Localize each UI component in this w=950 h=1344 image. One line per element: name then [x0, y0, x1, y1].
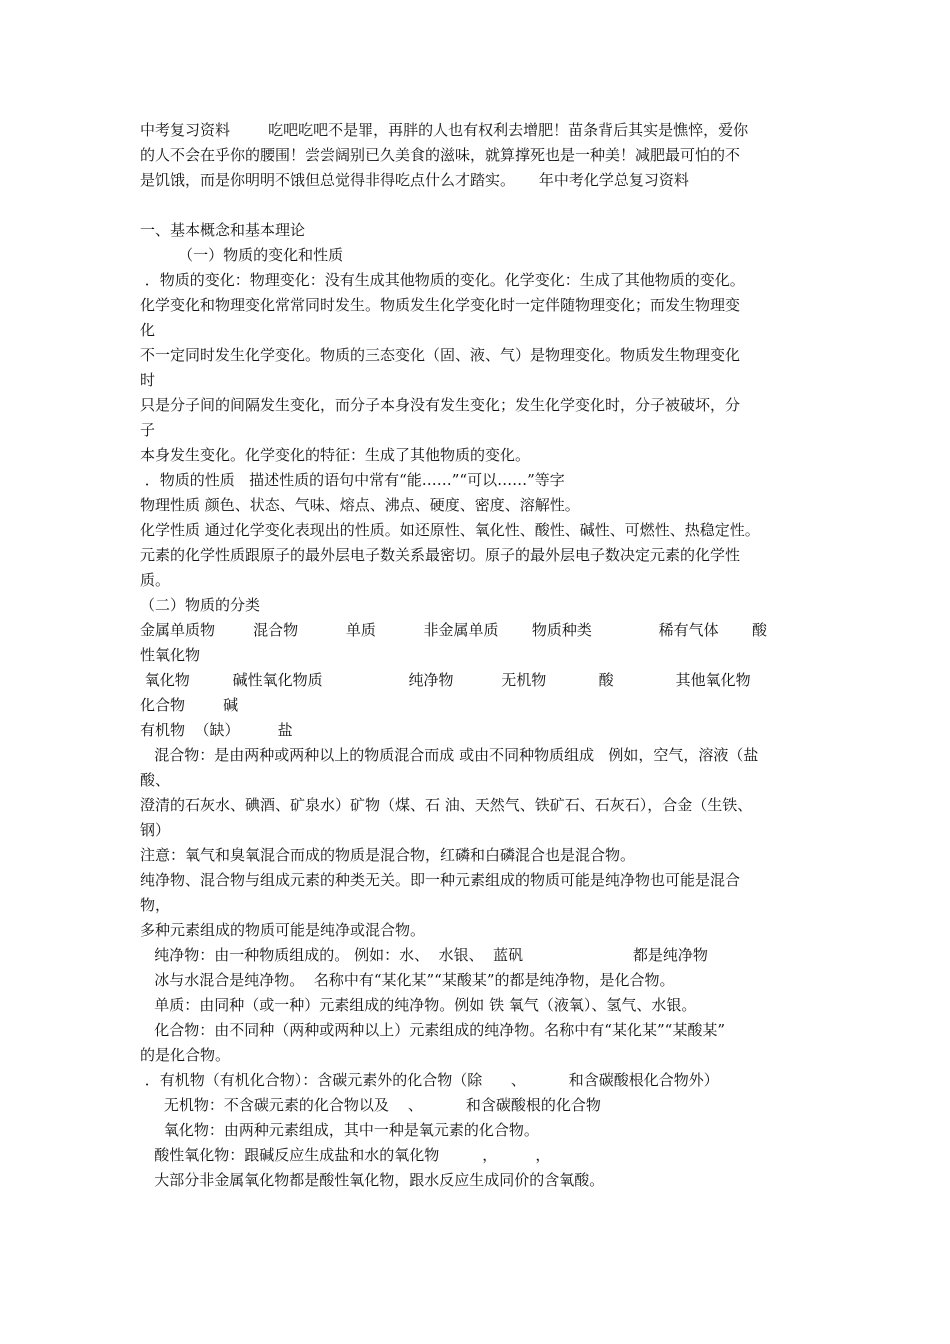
- classification-line: 性氧化物: [140, 646, 201, 664]
- text-line: 澄清的石灰水、碘酒、矿泉水）矿物（煤、石 油、天然气、铁矿石、石灰石），合金（生铁、: [140, 796, 753, 814]
- text-line: 化学性质 通过化学变化表现出的性质。如还原性、氧化性、酸性、碱性、可燃性、热稳定性。: [140, 521, 760, 539]
- text-line: 化合物：由不同种（两种或两种以上）元素组成的纯净物。名称中有“某化某”“某酸某”: [140, 1021, 725, 1039]
- text-line: 化: [140, 321, 156, 339]
- text-line: 元素的化学性质跟原子的最外层电子数关系最密切。原子的最外层电子数决定元素的化学性: [140, 546, 741, 564]
- text-line: 钢）: [140, 821, 171, 839]
- text-line: 大部分非金属氧化物都是酸性氧化物，跟水反应生成同价的含氧酸。: [140, 1171, 605, 1189]
- text-line: 混合物：是由两种或两种以上的物质混合而成 或由不同种物质组成 例如，空气，溶液（盐: [140, 746, 759, 764]
- text-line: 酸、: [140, 771, 171, 789]
- section-heading: 一、基本概念和基本理论: [140, 221, 306, 239]
- text-line: ．物质的变化：物理变化：没有生成其他物质的变化。化学变化：生成了其他物质的变化。: [140, 271, 745, 289]
- text-line: 子: [140, 421, 156, 439]
- subsection-heading: （二）物质的分类: [140, 596, 261, 614]
- classification-line: 化合物 碱: [140, 696, 239, 714]
- text-line: 冰与水混合是纯净物。 名称中有“某化某”“某酸某”的都是纯净物，是化合物。: [140, 971, 675, 989]
- text-line: 本身发生变化。化学变化的特征：生成了其他物质的变化。: [140, 446, 531, 464]
- text-line: 无机物：不含碳元素的化合物以及 、 和含碳酸根的化合物: [140, 1096, 601, 1114]
- subsection-heading: （一）物质的变化和性质: [140, 246, 344, 264]
- text-line: 多种元素组成的物质可能是纯净或混合物。: [140, 921, 426, 939]
- text-line: 的人不会在乎你的腰围！尝尝阔别已久美食的滋味，就算撑死也是一种美！减肥最可怕的不: [140, 146, 741, 164]
- text-line: 物理性质 颜色、状态、气味、熔点、沸点、硬度、密度、溶解性。: [140, 496, 580, 514]
- text-line: 纯净物：由一种物质组成的。 例如：水、 水银、 蓝矾 都是纯净物: [140, 946, 708, 964]
- text-line: 时: [140, 371, 156, 389]
- text-line: ．物质的性质 描述性质的语句中常有“能……”“可以……”等字: [140, 471, 565, 489]
- text-line: ．有机物（有机化合物）：含碳元素外的化合物（除 、 和含碳酸根化合物外）: [140, 1071, 719, 1089]
- text-line: 质。: [140, 571, 171, 589]
- text-line: 只是分子间的间隔发生变化，而分子本身没有发生变化；发生化学变化时，分子被破坏，分: [140, 396, 741, 414]
- text-line: 氧化物：由两种元素组成，其中一种是氧元素的化合物。: [140, 1121, 539, 1139]
- text-line: 注意：氧气和臭氧混合而成的物质是混合物，红磷和白磷混合也是混合物。: [140, 846, 636, 864]
- classification-line: 有机物 （缺） 盐: [140, 721, 293, 739]
- text-line: 物，: [140, 896, 171, 914]
- text-line: 化学变化和物理变化常常同时发生。物质发生化学变化时一定伴随物理变化；而发生物理变: [140, 296, 741, 314]
- text-line: 是饥饿，而是你明明不饿但总觉得非得吃点什么才踏实。 年中考化学总复习资料: [140, 171, 689, 189]
- classification-line: 金属单质物 混合物 单质 非金属单质 物质种类 稀有气体 酸: [140, 621, 768, 639]
- text-line: 中考复习资料 吃吧吃吧不是罪，再胖的人也有权利去增肥！苗条背后其实是憔悴，爱你: [140, 121, 749, 139]
- classification-line: 氧化物 碱性氧化物质 纯净物 无机物 酸 其他氧化物: [140, 671, 751, 689]
- text-line: 不一定同时发生化学变化。物质的三态变化（固、液、气）是物理变化。物质发生物理变化: [140, 346, 741, 364]
- text-line: 酸性氧化物：跟碱反应生成盐和水的氧化物 ， ，: [140, 1146, 551, 1164]
- text-line: 的是化合物。: [140, 1046, 231, 1064]
- text-line: 单质：由同种（或一种）元素组成的纯净物。例如 铁 氧气（液氧）、氢气、水银。: [140, 996, 697, 1014]
- text-line: 纯净物、混合物与组成元素的种类无关。即一种元素组成的物质可能是纯净物也可能是混合: [140, 871, 741, 889]
